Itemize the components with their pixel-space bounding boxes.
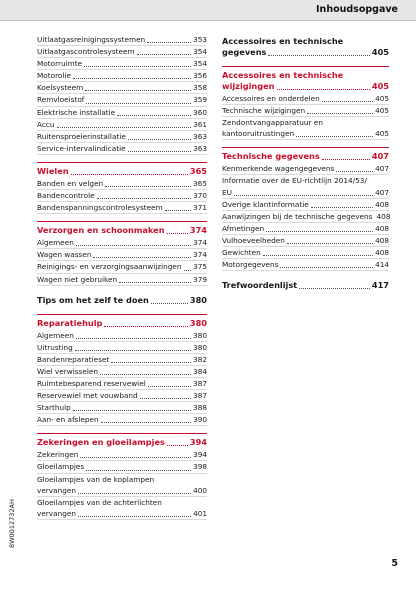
toc-entry-label: Elektrische installatie [37, 107, 116, 117]
dot-leader [184, 269, 191, 271]
toc-entry-row [222, 187, 389, 198]
toc-entry-row [37, 143, 207, 154]
toc-section-label: Tips om het zelf te doen [37, 294, 149, 305]
toc-entry-page: 382 [193, 354, 207, 364]
toc-section-label: Zekeringen en gloeilampjes [37, 437, 165, 448]
toc-entry-label: Gewichten [222, 248, 261, 258]
toc-entry-label: Technische wijzigingen [222, 106, 306, 116]
toc-entry[interactable] [222, 259, 389, 271]
toc-entry[interactable] [37, 390, 207, 402]
dot-leader [76, 337, 191, 339]
toc-entry-label: Reinigings- en verzorgingsaanwijzingen [37, 262, 182, 272]
toc-entry-page: 360 [193, 107, 207, 117]
toc-entry-label: Overige klantinformatie [222, 199, 309, 209]
toc-entry-row [37, 94, 207, 105]
toc-entry-label: Motorgegevens [222, 260, 279, 270]
dot-leader [287, 242, 373, 244]
toc-section-page: 407 [371, 151, 389, 162]
toc-entry-row [37, 131, 207, 142]
toc-entry-page: 380 [193, 330, 207, 340]
toc-entry-page: 400 [193, 485, 207, 495]
toc-entry[interactable] [37, 461, 207, 473]
toc-entry-label: Ruimtebesparend reservewiel [37, 378, 146, 388]
toc-entry[interactable] [37, 143, 207, 155]
toc-entry-page: 353 [193, 35, 207, 44]
toc-section-page: 380 [189, 317, 207, 328]
toc-section-title[interactable] [222, 66, 389, 93]
toc-entry-row [222, 128, 389, 139]
toc-entry[interactable] [37, 342, 207, 354]
toc-entry-row [37, 46, 207, 57]
toc-entry-page: 359 [193, 95, 207, 105]
toc-entry-page: 379 [193, 274, 207, 284]
toc-entry-label: Accessoires en onderdelen [222, 94, 320, 103]
dot-leader [336, 170, 373, 172]
dot-leader [84, 65, 191, 67]
toc-section-row [222, 280, 389, 291]
toc-entry-page: 401 [193, 508, 207, 518]
toc-entry[interactable] [222, 93, 389, 105]
toc-entry-row [222, 93, 389, 104]
toc-section-page: 405 [371, 47, 389, 57]
toc-entry-label: vervangen [37, 485, 76, 495]
toc-entry-page: 405 [375, 94, 389, 103]
toc-entry-row [222, 235, 389, 246]
toc-entry[interactable] [222, 247, 389, 259]
toc-entry-row [37, 366, 207, 377]
toc-section-title[interactable] [222, 34, 389, 59]
toc-entry-label: Kenmerkende wagengegevens [222, 164, 335, 174]
toc-entry-label: Aan- en afslepen [37, 415, 99, 425]
toc-section-label-line1: Accessoires en technische [222, 70, 344, 80]
dot-leader [101, 421, 191, 423]
toc-entry[interactable] [37, 94, 207, 106]
toc-entry[interactable] [222, 105, 389, 117]
toc-entry[interactable] [37, 119, 207, 131]
toc-entry[interactable] [37, 497, 207, 520]
dot-leader [299, 287, 370, 289]
dot-leader [78, 515, 191, 517]
dot-leader [137, 53, 191, 55]
dot-leader [111, 361, 191, 363]
toc-entry[interactable] [37, 402, 207, 414]
toc-entry-label: Uitlaatgascontrolesysteem [37, 47, 135, 57]
toc-entry[interactable] [37, 178, 207, 190]
toc-entry[interactable] [37, 366, 207, 378]
dot-leader [75, 349, 191, 351]
toc-entry-label: Wiel verwisselen [37, 366, 98, 376]
toc-entry-label: Ruitensproeierinstallatie [37, 131, 126, 141]
dot-leader [234, 194, 373, 196]
toc-entry-page: 408 [375, 223, 389, 233]
toc-section-row [37, 318, 207, 329]
toc-entry-label: Starthulp [37, 403, 71, 413]
toc-entry[interactable] [37, 261, 207, 273]
toc-entry-label: Remvloeistof [37, 95, 85, 105]
toc-entry-label-line1: Informatie over de EU-richtlijn 2014/53/ [222, 176, 367, 186]
dot-leader [165, 209, 191, 211]
toc-entry-label-line1: Gloeilampjes van de achterlichten [37, 497, 162, 507]
toc-entry[interactable] [37, 354, 207, 366]
toc-entry[interactable] [37, 414, 207, 426]
dot-leader [93, 256, 191, 258]
toc-section-label-line1: Accessoires en technische [222, 36, 344, 46]
toc-entry[interactable] [222, 223, 389, 235]
toc-entry-label-line1: Zendontvangapparatuur en [222, 118, 323, 128]
toc-entry-page: 384 [193, 366, 207, 376]
toc-entry-page: 354 [193, 59, 207, 69]
toc-section-row [37, 225, 207, 236]
toc-entry-row [222, 259, 389, 270]
dot-leader [277, 88, 370, 90]
toc-entry[interactable] [37, 70, 207, 82]
toc-entry[interactable] [37, 474, 207, 497]
dot-leader [280, 266, 373, 268]
toc-entry-page: 375 [193, 262, 207, 272]
toc-entry[interactable] [37, 58, 207, 70]
toc-entry-row [37, 378, 207, 389]
toc-entry-page: 407 [375, 164, 389, 174]
toc-section-label: gegevens [222, 47, 267, 57]
dot-leader [73, 77, 191, 79]
toc-entry-label: Uitlaatgasreinigingssystemen [37, 35, 146, 44]
toc-entry-row [37, 402, 207, 413]
toc-entry-label: EU [222, 187, 232, 197]
toc-entry-page: 374 [193, 238, 207, 248]
dot-leader [148, 385, 191, 387]
toc-section-title[interactable] [222, 278, 389, 292]
toc-entry[interactable] [222, 211, 389, 223]
toc-right-column [222, 34, 389, 292]
dot-leader [57, 126, 191, 128]
toc-entry[interactable] [37, 330, 207, 342]
toc-entry[interactable] [222, 117, 389, 140]
toc-section-label: Wielen [37, 165, 69, 176]
toc-entry-row [37, 190, 207, 201]
dot-leader [73, 409, 191, 411]
header-title: Inhoudsopgave [316, 4, 398, 15]
toc-entry-label: Wagen niet gebruiken [37, 274, 118, 284]
toc-entry-page: 394 [193, 450, 207, 460]
toc-entry[interactable] [37, 34, 207, 46]
toc-section-title[interactable] [222, 147, 389, 163]
toc-entry[interactable] [222, 175, 389, 198]
toc-entry-label: Wagen wassen [37, 250, 92, 260]
toc-section-row [222, 47, 389, 58]
toc-entry-label: Bandencontrole [37, 191, 95, 201]
dot-leader [140, 397, 191, 399]
toc-section-label: wijzigingen [222, 81, 275, 91]
toc-entry-page: 390 [193, 415, 207, 425]
toc-section-title[interactable] [37, 221, 207, 237]
toc-entry[interactable] [37, 46, 207, 58]
toc-section-page: 394 [189, 437, 207, 448]
toc-entry-page: 380 [193, 342, 207, 352]
toc-entry-page: 408 [375, 199, 389, 209]
toc-entry[interactable] [37, 190, 207, 202]
dot-leader [119, 281, 191, 283]
toc-entry-row [37, 414, 207, 425]
toc-entry-row [37, 70, 207, 81]
toc-entry-page: 358 [193, 83, 207, 93]
toc-section-title[interactable] [37, 162, 207, 178]
toc-section-title[interactable] [37, 293, 207, 307]
toc-entry-page: 356 [193, 71, 207, 81]
toc-entry-label: Zekeringen [37, 450, 79, 460]
toc-section-row [37, 437, 207, 448]
toc-entry-page: 388 [193, 403, 207, 413]
toc-entry[interactable] [37, 449, 207, 461]
toc-entry-row [37, 390, 207, 401]
toc-entry-row [37, 34, 207, 45]
toc-entry-label: Bandenreparatieset [37, 354, 110, 364]
toc-entry[interactable] [222, 235, 389, 247]
dot-leader [151, 302, 188, 304]
toc-entry-page: 387 [193, 391, 207, 401]
dot-leader [97, 197, 191, 199]
toc-section-page: 405 [371, 81, 389, 91]
toc-entry-page: 361 [193, 119, 207, 129]
toc-entry-row [37, 508, 207, 519]
toc-entry-page: 374 [193, 250, 207, 260]
toc-entry-row [37, 261, 207, 272]
toc-entry-page: 408 [375, 235, 389, 245]
dot-leader [71, 173, 188, 175]
dot-leader [80, 456, 191, 458]
dot-leader [100, 373, 191, 375]
toc-left-column [37, 34, 207, 520]
toc-entry-label: Algemeen [37, 238, 74, 248]
dot-leader [104, 325, 188, 327]
toc-entry-row [37, 274, 207, 285]
toc-entry-row [37, 202, 207, 213]
toc-section-page: 417 [371, 280, 389, 291]
toc-entry-page: 405 [375, 129, 389, 139]
toc-entry-label: Banden en velgen [37, 178, 104, 188]
toc-entry[interactable] [37, 237, 207, 249]
toc-section-title[interactable] [37, 314, 207, 330]
toc-section-label: Trefwoordenlijst [222, 280, 298, 291]
toc-entry-label: Service-intervalindicatie [37, 143, 126, 153]
toc-entry-page: 408 [376, 211, 391, 221]
toc-entry-row [222, 223, 389, 234]
toc-entry-row [37, 449, 207, 460]
toc-entry-row [37, 330, 207, 341]
toc-section-page: 374 [189, 225, 207, 236]
toc-entry[interactable] [37, 131, 207, 143]
toc-entry-row [37, 461, 207, 472]
toc-entry[interactable] [222, 199, 389, 211]
toc-entry-label: Algemeen [37, 330, 74, 340]
toc-entry-label: Vulhoeveelheden [222, 235, 285, 245]
dot-leader [167, 444, 188, 446]
toc-entry-label: Aanwijzingen bij de technische gegevens [222, 211, 373, 221]
dot-leader [128, 150, 191, 152]
dot-leader [78, 492, 191, 494]
dot-leader [147, 41, 191, 43]
toc-section-page: 365 [189, 165, 207, 176]
toc-entry-label: Accu [37, 119, 55, 129]
toc-section-page: 380 [189, 294, 207, 305]
toc-entry-row [222, 105, 389, 116]
dot-leader [268, 54, 369, 56]
toc-entry-row [37, 342, 207, 353]
toc-entry[interactable] [37, 249, 207, 261]
toc-entry-label: vervangen [37, 508, 76, 518]
dot-leader [86, 102, 191, 104]
toc-entry-page: 365 [193, 178, 207, 188]
toc-entry-label: Koelsysteem [37, 83, 84, 93]
toc-entry-row [37, 58, 207, 69]
dot-leader [128, 138, 191, 140]
dot-leader [296, 135, 373, 137]
toc-entry-row [37, 354, 207, 365]
toc-section-title[interactable] [37, 433, 207, 449]
toc-entry[interactable] [222, 163, 389, 175]
dot-leader [311, 206, 373, 208]
dot-leader [86, 469, 191, 471]
toc-entry-row [37, 178, 207, 189]
toc-entry-page: 408 [375, 248, 389, 258]
dot-leader [322, 100, 373, 102]
toc-entry-row [37, 107, 207, 118]
dot-leader [117, 114, 191, 116]
toc-entry[interactable] [37, 274, 207, 286]
header-bar [0, 0, 416, 21]
toc-section-row [37, 295, 207, 306]
toc-entry-label: Motorruimte [37, 59, 83, 69]
dot-leader [105, 185, 191, 187]
toc-entry[interactable] [37, 82, 207, 94]
toc-entry-page: 363 [193, 143, 207, 153]
toc-entry-row [37, 82, 207, 93]
toc-entry-row [222, 199, 389, 210]
toc-entry-label: Motorolie [37, 71, 71, 81]
toc-entry-row [222, 247, 389, 258]
toc-entry-row [37, 237, 207, 248]
toc-section-row [222, 81, 389, 92]
toc-entry-label-line1: Gloeilampjes van de koplampen [37, 474, 155, 484]
dot-leader [76, 244, 191, 246]
toc-entry-page: 371 [193, 203, 207, 213]
toc-section-label: Verzorgen en schoonmaken [37, 225, 165, 236]
toc-entry-label: Reservewiel met vouwband [37, 391, 138, 401]
toc-entry-page: 354 [193, 47, 207, 57]
toc-entry-page: 363 [193, 131, 207, 141]
dot-leader [266, 230, 373, 232]
toc-entry-page: 414 [375, 260, 389, 270]
toc-entry[interactable] [37, 107, 207, 119]
toc-entry-row [37, 249, 207, 260]
toc-entry-row [222, 163, 389, 174]
toc-entry-label: kantooruitrustingen [222, 129, 295, 139]
toc-section-label: Technische gegevens [222, 151, 320, 162]
toc-entry-page: 407 [375, 187, 389, 197]
dot-leader [85, 89, 191, 91]
toc-entry-label: Gloeilampjes [37, 462, 85, 472]
toc-entry-row [37, 485, 207, 496]
toc-section-row [222, 151, 389, 162]
toc-entry-page: 370 [193, 191, 207, 201]
toc-entry-label: Bandenspanningscontrolesysteem [37, 203, 163, 213]
toc-entry-page: 398 [193, 462, 207, 472]
page-number: 5 [391, 558, 398, 569]
toc-entry-row [222, 211, 389, 222]
toc-entry-label: Uitrusting [37, 342, 73, 352]
dot-leader [307, 112, 373, 114]
toc-entry-label: Afmetingen [222, 223, 265, 233]
toc-entry-page: 387 [193, 378, 207, 388]
document-code: 8W0012732AH [8, 499, 16, 548]
toc-section-label: Reparatiehulp [37, 317, 103, 328]
dot-leader [167, 232, 188, 234]
toc-section-row [37, 166, 207, 177]
toc-entry[interactable] [37, 202, 207, 214]
toc-entry-row [37, 119, 207, 130]
toc-entry[interactable] [37, 378, 207, 390]
dot-leader [263, 254, 373, 256]
dot-leader [322, 158, 370, 160]
toc-entry-page: 405 [375, 106, 389, 116]
